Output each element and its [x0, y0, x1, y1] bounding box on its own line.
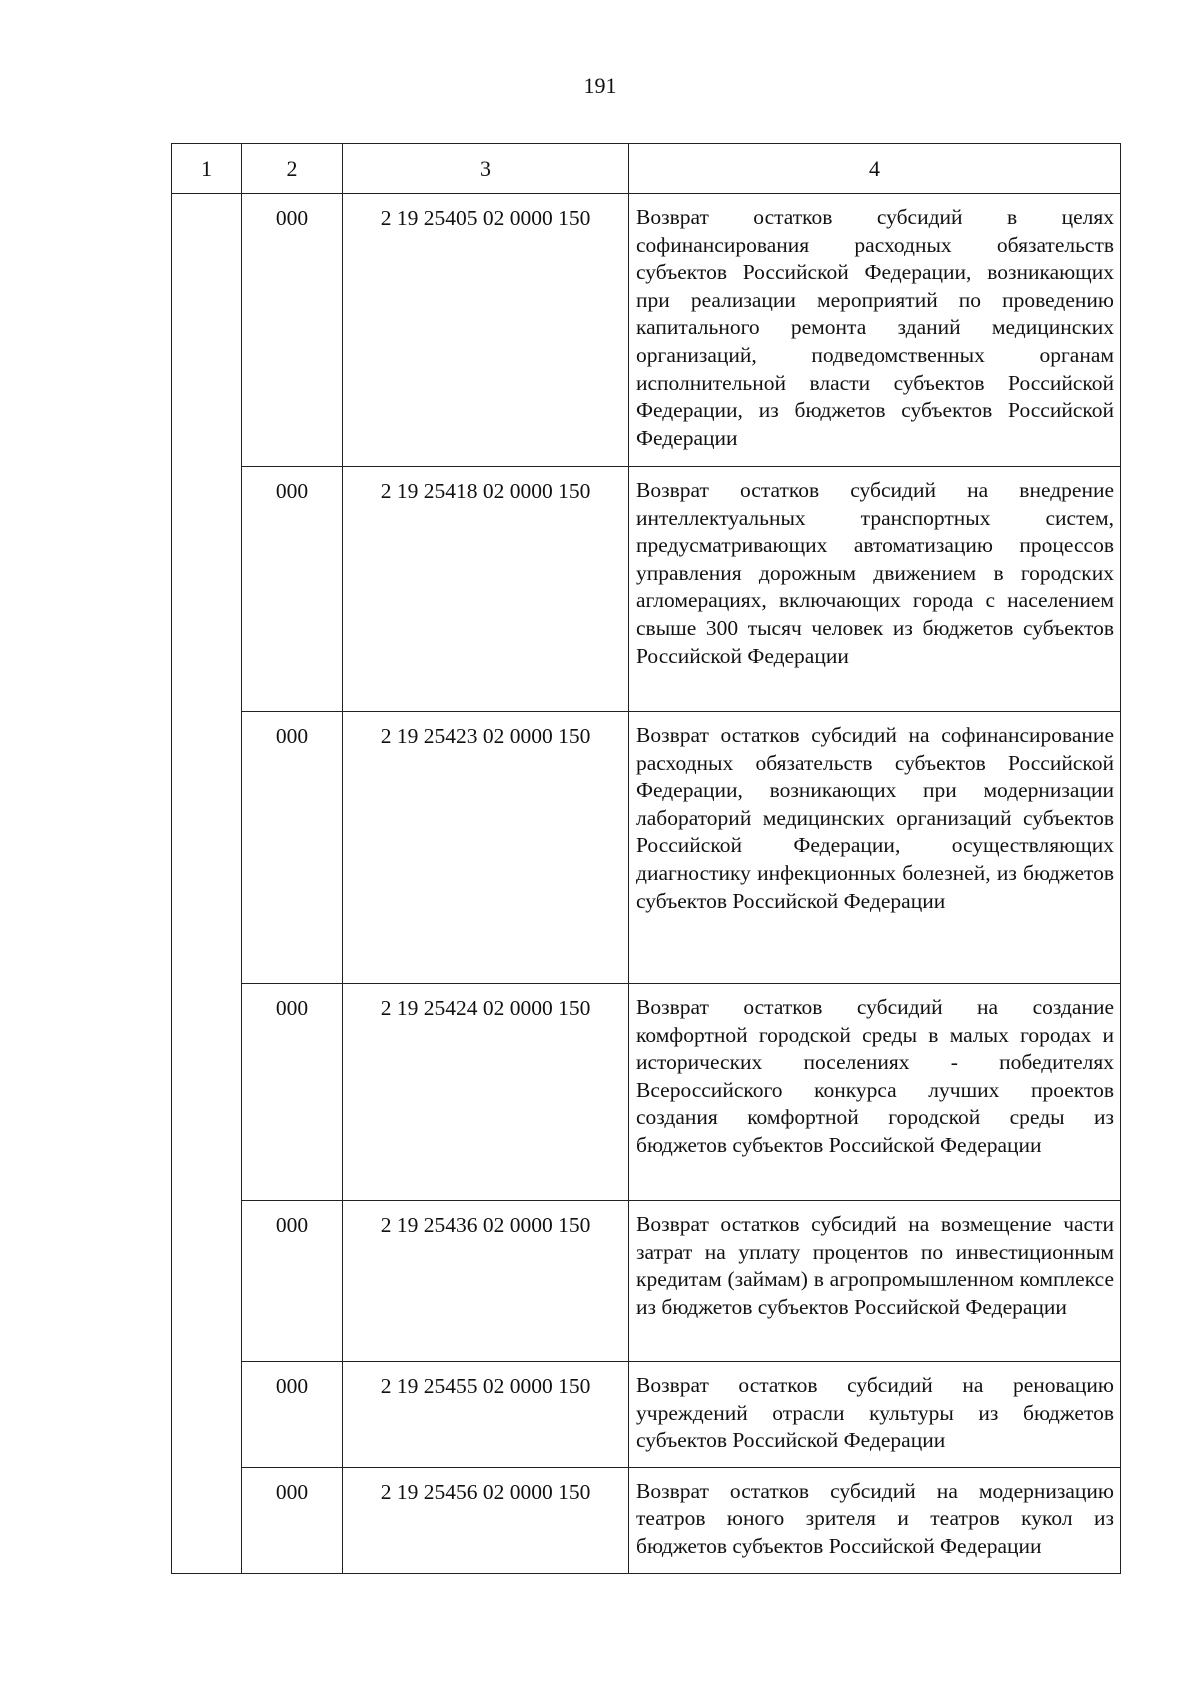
description-cell — [629, 1201, 1121, 1362]
column-header-3: 3 — [343, 144, 629, 194]
description-cell — [629, 984, 1121, 1201]
table-header-row — [172, 144, 1121, 194]
table-row — [172, 1467, 1121, 1573]
table-row — [172, 194, 1121, 467]
column-header-2: 2 — [242, 144, 343, 194]
description-text: Возврат остатков субсидий на внедрение интеллектуальных транспортных систем, предусматривающих автоматизацию процессов управления дорожным движением в городских агломерациях, включающих города с населением свыше 300 тысяч человек из бюджетов субъектов Российской Федерации — [636, 478, 1114, 668]
description-cell — [629, 194, 1121, 467]
column-1-merged-cell — [172, 194, 242, 1574]
description-cell — [629, 712, 1121, 984]
table-row — [172, 1201, 1121, 1362]
budget-code-cell: 2 19 25423 02 0000 150 — [343, 712, 629, 984]
budget-code-cell: 2 19 25455 02 0000 150 — [343, 1362, 629, 1468]
description-cell — [629, 1362, 1121, 1468]
admin-code-cell: 000 — [242, 1362, 343, 1468]
budget-code-table — [171, 143, 1121, 1574]
table-row — [172, 984, 1121, 1201]
table-row — [172, 467, 1121, 712]
budget-code-cell: 2 19 25424 02 0000 150 — [343, 984, 629, 1201]
description-cell — [629, 1467, 1121, 1573]
budget-code-cell: 2 19 25418 02 0000 150 — [343, 467, 629, 712]
admin-code-cell: 000 — [242, 1467, 343, 1573]
column-header-4: 4 — [629, 144, 1121, 194]
description-text: Возврат остатков субсидий на создание комфортной городской среды в малых городах и исторических поселениях - победителях Всероссийского конкурса лучших проектов создания комфортной городской среды из бюджетов субъектов Российской Федерации — [636, 995, 1114, 1157]
description-cell — [629, 467, 1121, 712]
column-header-1: 1 — [172, 144, 242, 194]
description-text: Возврат остатков субсидий на модернизацию театров юного зрителя и театров кукол из бюджетов субъектов Российской Федерации — [636, 1478, 1114, 1558]
description-text: Возврат остатков субсидий на софинансирование расходных обязательств субъектов Российской Федерации, возникающих при модернизации лабораторий медицинских организаций субъектов Российской Федерации, осуществляющих диагностику инфекционных болезней, из бюджетов субъектов Российской Федерации — [636, 723, 1114, 913]
admin-code-cell: 000 — [242, 467, 343, 712]
description-text: Возврат остатков субсидий в целях софинансирования расходных обязательств субъектов Российской Федерации, возникающих при реализации мероприятий по проведению капитального ремонта зданий медицинских организаций, подведомственных органам исполнительной власти субъектов Российской Федерации, из бюджетов субъектов Российской Федерации — [636, 205, 1114, 450]
description-text: Возврат остатков субсидий на реновацию учреждений отрасли культуры из бюджетов субъектов Российской Федерации — [636, 1373, 1114, 1453]
description-text: Возврат остатков субсидий на возмещение части затрат на уплату процентов по инвестиционным кредитам (займам) в агропромышленном комплексе из бюджетов субъектов Российской Федерации — [636, 1212, 1114, 1319]
budget-code-cell: 2 19 25405 02 0000 150 — [343, 194, 629, 467]
admin-code-cell: 000 — [242, 1201, 343, 1362]
page-number: 191 — [583, 73, 617, 98]
table-row — [172, 712, 1121, 984]
budget-code-cell: 2 19 25456 02 0000 150 — [343, 1467, 629, 1573]
table-row — [172, 1362, 1121, 1468]
admin-code-cell: 000 — [242, 984, 343, 1201]
admin-code-cell: 000 — [242, 194, 343, 467]
admin-code-cell: 000 — [242, 712, 343, 984]
budget-code-cell: 2 19 25436 02 0000 150 — [343, 1201, 629, 1362]
